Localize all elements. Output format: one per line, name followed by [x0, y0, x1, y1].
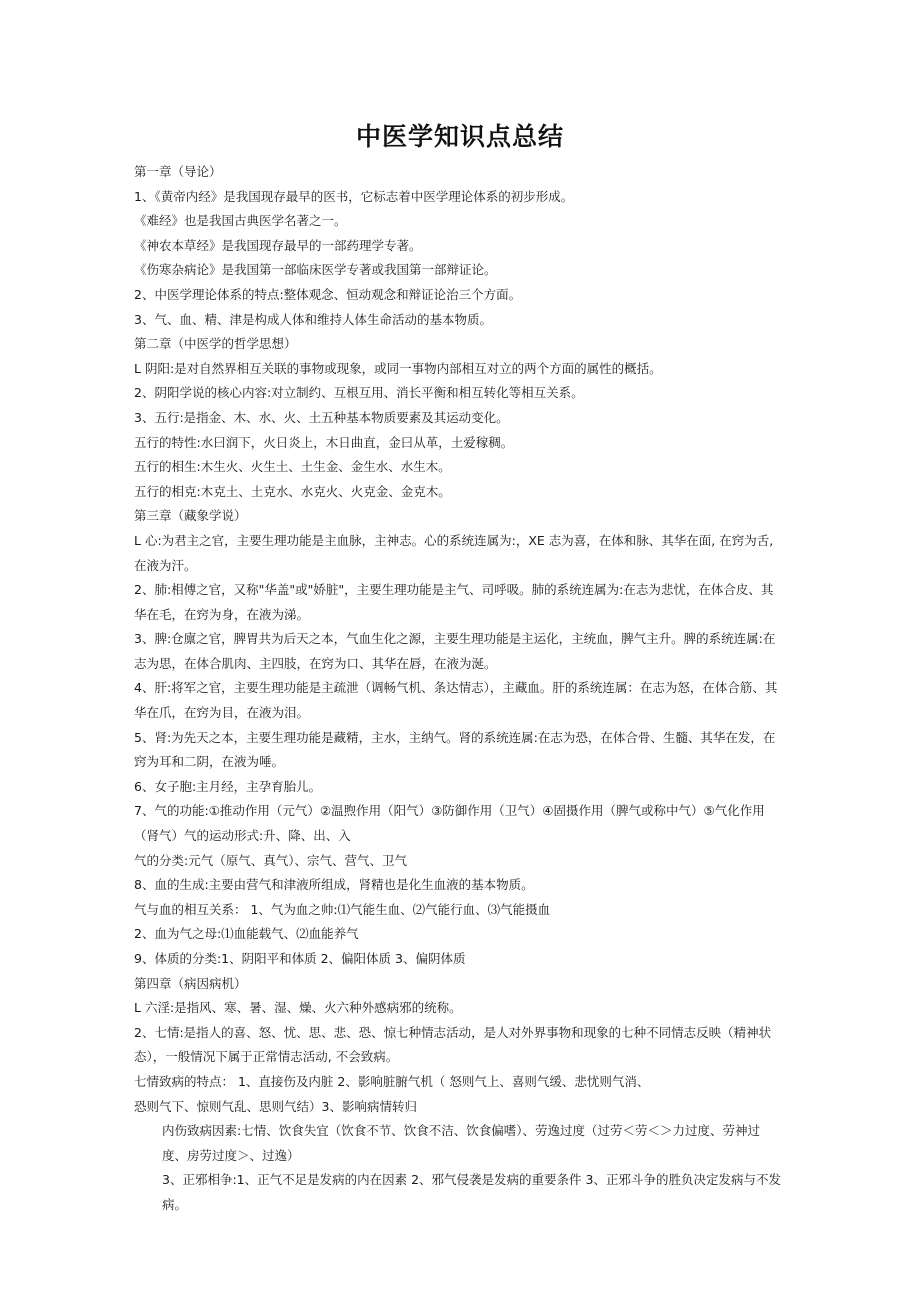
- paragraph: 5、肾:为先天之本，主要生理功能是藏精，主水，主纳气。肾的系统连属:在志为恐，在体合骨、生髓、其华在发，在窍为耳和二阴，在液为唾。: [134, 729, 776, 770]
- text-line: 七情致病的特点： 1、直接伤及内脏 2、影响脏腑气机（ 怒则气上、喜则气缓、悲忧则气消、: [134, 1073, 650, 1089]
- indented-paragraph: 3、正邪相争:1、正气不足是发病的内在因素 2、邪气侵袭是发病的重要条件 3、正邪斗争的胜负决定发病与不发病。: [162, 1172, 781, 1212]
- text-line: 气的分类:元气（原气、真气）、宗气、营气、卫气: [134, 852, 407, 868]
- text-line: 8、血的生成:主要由营气和津液所组成，肾精也是化生血液的基本物质。: [134, 877, 534, 893]
- paragraph: 7、气的功能:①推动作用（元气）②温煦作用（阳气）③防御作用（卫气）④固摄作用（脾气或称中气）⑤气化作用（肾气）气的运动形式:升、降、出、入: [134, 803, 765, 844]
- text-line: 《难经》也是我国古典医学名著之一。: [134, 213, 347, 229]
- chapter-heading: 第三章（藏象学说）: [134, 508, 247, 524]
- text-line: 2、阴阳学说的核心内容:对立制约、互根互用、消长平衡和相互转化等相互关系。: [134, 385, 584, 401]
- paragraph: L 心:为君主之官，主要生理功能是主血脉，主神志。心的系统连属为:，XE 志为喜，在体和脉、其华在面, 在窍为舌, 在液为汗。: [134, 532, 774, 573]
- text-line: 3、气、血、精、津是构成人体和维持人体生命活动的基本物质。: [134, 311, 492, 327]
- text-line: 气与血的相互关系： 1、气为血之帅:⑴气能生血、⑵气能行血、⑶气能摄血: [134, 901, 551, 917]
- text-line: 9、体质的分类:1、阴阳平和体质 2、偏阳体质 3、偏阴体质: [134, 951, 466, 966]
- text-line: 《伤寒杂病论》是我国第一部临床医学专著或我国第一部辩证论。: [134, 262, 497, 278]
- chapter-heading: 第四章（病因病机）: [134, 975, 247, 991]
- paragraph: 3、脾:仓廪之官，脾胃共为后天之本，气血生化之源，主要生理功能是主运化，主统血，脾气主升。脾的系统连属:在志为思，在体合肌肉、主四肢，在窍为口、其华在唇，在液为涎。: [134, 631, 776, 671]
- paragraph: 2、肺:相傅之官，又称"华盖"或"娇脏"，主要生理功能是主气、司呼吸。肺的系统连属为:在志为悲忧，在体合皮、其华在毛，在窍为身，在液为涕。: [134, 582, 774, 622]
- text-line: 五行的相克:木克土、土克水、水克火、火克金、金克木。: [134, 483, 451, 499]
- text-line: 6、女子胞:主月经，主孕育胎儿。: [134, 778, 322, 794]
- paragraph: 4、肝:将军之官，主要生理功能是主疏泄（调畅气机、条达情志），主藏血。肝的系统连属：在志为怒，在体合筋、其华在爪，在窍为目，在液为泪。: [134, 680, 778, 721]
- text-line: 恐则气下、惊则气乱、思则气结）3、影响病情转归: [134, 1098, 417, 1114]
- text-line: 1、《黄帝内经》是我国现存最早的医书，它标志着中医学理论体系的初步形成。: [134, 188, 574, 204]
- text-line: 2、血为气之母:⑴血能载气、⑵血能养气: [134, 926, 359, 942]
- chapter-heading: 第二章（中医学的哲学思想）: [134, 336, 297, 352]
- indented-paragraph: 内伤致病因素:七情、饮食失宜（饮食不节、饮食不洁、饮食偏嗜）、劳逸过度（过劳＜劳＜＞力过度、劳神过度、房劳过度＞、过逸）: [162, 1123, 760, 1163]
- text-line: 2、中医学理论体系的特点:整体观念、恒动观念和辩证论治三个方面。: [134, 286, 522, 302]
- document-body: [134, 160, 784, 1218]
- text-line: L 六淫:是指风、寒、暑、湿、燥、火六种外感病邪的统称。: [134, 1000, 462, 1016]
- text-line: 《神农本草经》是我国现存最早的一部药理学专著。: [134, 237, 422, 253]
- text-line: 五行的特性:水曰润下，火日炎上，木日曲直，金曰从革，土爱稼稠。: [134, 434, 514, 450]
- chapter-heading: 第一章（导论）: [134, 164, 222, 179]
- text-line: 3、五行:是指金、木、水、火、土五种基本物质要素及其运动变化。: [134, 409, 509, 425]
- page-title: 中医学知识点总结: [355, 122, 564, 151]
- paragraph: 2、七情:是指人的喜、怒、忧、思、悲、恐、惊七种情志活动，是人对外界事物和现象的七种不同情志反映（精神状态），一般情况下属于正常情志活动, 不会致病。: [134, 1024, 772, 1065]
- text-line: 五行的相生:木生火、火生土、土生金、金生水、水生木。: [134, 459, 451, 475]
- text-line: L 阴阳:是对自然界相互关联的事物或现象，或同一事物内部相互对立的两个方面的属性的概括。: [134, 360, 662, 376]
